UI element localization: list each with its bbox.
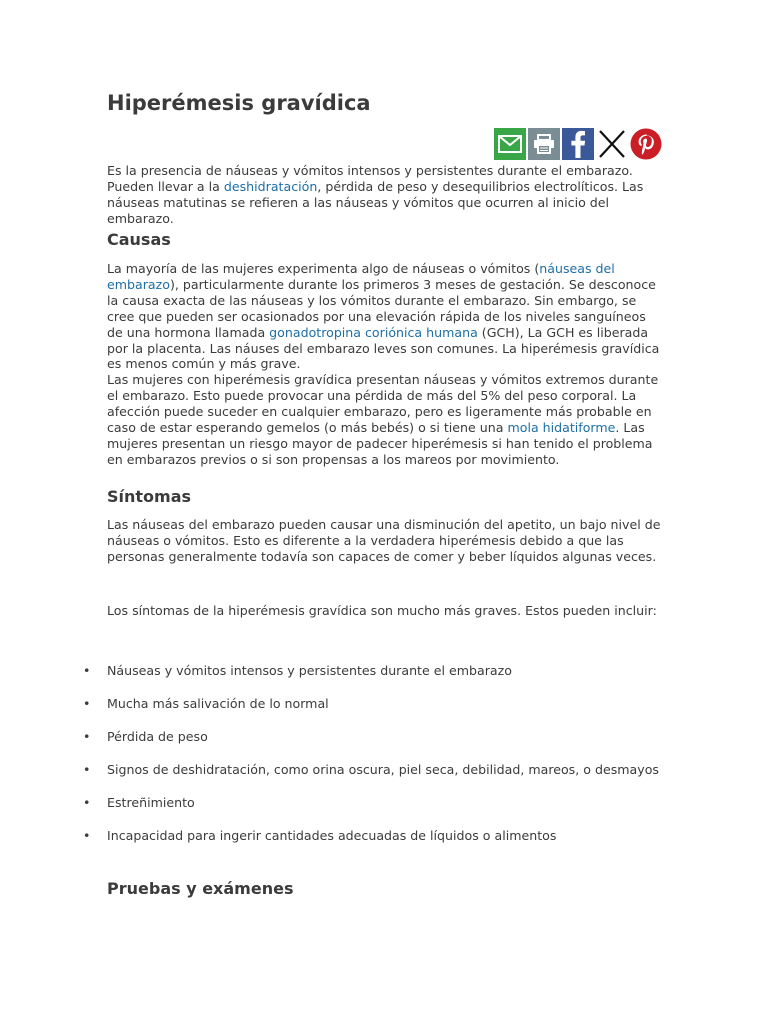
page-title: Hiperémesis gravídica (107, 91, 371, 115)
pinterest-icon (630, 128, 662, 160)
causas-paragraph-2 (107, 372, 662, 467)
sintomas-paragraph-1: Las náuseas del embarazo pueden causar una disminución del apetito, un bajo nivel de náuseas o vómitos. Esto es diferente a la verdadera hiperémesis debido a que las personas generalmente todavía son capaces de comer y beber líquidos algunas veces. (107, 517, 661, 564)
causas-text-2: ), particularmente durante los primeros 3 meses de gestación. Se desconoce la causa exacta de las náuseas y los vómitos durante el embarazo. Sin embargo, se cree que pueden ser ocasionados por una elevación rápida de los niveles sanguíneos de una hormona llamada (107, 276, 656, 340)
symptom-list (107, 661, 662, 859)
list-item: • Náuseas y vómitos intensos y persistentes durante el embarazo (107, 661, 662, 681)
list-item: • Estreñimiento (107, 793, 662, 813)
email-share-button[interactable] (494, 128, 526, 160)
print-icon (533, 134, 555, 154)
email-icon (498, 135, 522, 153)
causas-text-5: . Las mujeres presentan un riesgo mayor de padecer hiperémesis si han tenido el problema en embarazos previos o si son propensas a los mareos por movimiento. (107, 419, 653, 467)
causas-text-1: La mayoría de las mujeres experimenta algo de náuseas o vómitos ( (107, 261, 540, 276)
section-heading-pruebas: Pruebas y exámenes (107, 879, 294, 898)
list-item: • Signos de deshidratación, como orina oscura, piel seca, debilidad, mareos, o desmayos (107, 760, 662, 780)
list-item: • Pérdida de peso (107, 727, 662, 747)
link-deshidratacion[interactable]: deshidratación (223, 178, 318, 194)
share-bar (494, 128, 662, 160)
pinterest-share-button[interactable] (630, 128, 662, 160)
x-share-button[interactable] (596, 128, 628, 160)
intro-paragraph (107, 163, 662, 227)
link-gonadotropina[interactable]: gonadotropina coriónica humana (269, 324, 478, 340)
print-button[interactable] (528, 128, 560, 160)
facebook-icon (570, 130, 586, 158)
intro-text-1: Es la presencia de náuseas y vómitos intensos y persistentes durante el embarazo. Pueden llevar a la (107, 163, 633, 194)
section-heading-sintomas: Síntomas (107, 487, 192, 506)
causas-paragraph-1 (107, 261, 662, 372)
causas-text-4: Las mujeres con hiperémesis gravídica presentan náuseas y vómitos extremos durante el embarazo. Esto puede provocar una pérdida de más del 5% del peso corporal. La afección puede suceder en cualquier embarazo, pero es ligeramente más probable en caso de estar esperando gemelos (o más bebés) o si tiene una (107, 372, 659, 435)
list-item: • Incapacidad para ingerir cantidades adecuadas de líquidos o alimentos (107, 826, 662, 846)
x-icon (597, 129, 627, 159)
causas-text-3: (GCH), La GCH es liberada por la placenta. Las náuses del embarazo leves son comunes. La hiperémesis gravídica es menos común y más grave. (107, 324, 660, 372)
section-heading-causas: Causas (107, 230, 171, 249)
link-nauseas-embarazo[interactable]: náuseas del embarazo (107, 261, 615, 292)
list-item: • Mucha más salivación de lo normal (107, 694, 662, 714)
link-mola-hidatiforme[interactable]: mola hidatiforme (507, 419, 616, 435)
facebook-share-button[interactable] (562, 128, 594, 160)
intro-text-2: , pérdida de peso y desequilibrios electrolíticos. Las náuseas matutinas se refieren a las náuseas y vómitos que ocurren al inicio del embarazo. (107, 178, 644, 226)
sintomas-paragraph-2: Los síntomas de la hiperémesis gravídica son mucho más graves. Estos pueden incluir: (107, 603, 657, 618)
